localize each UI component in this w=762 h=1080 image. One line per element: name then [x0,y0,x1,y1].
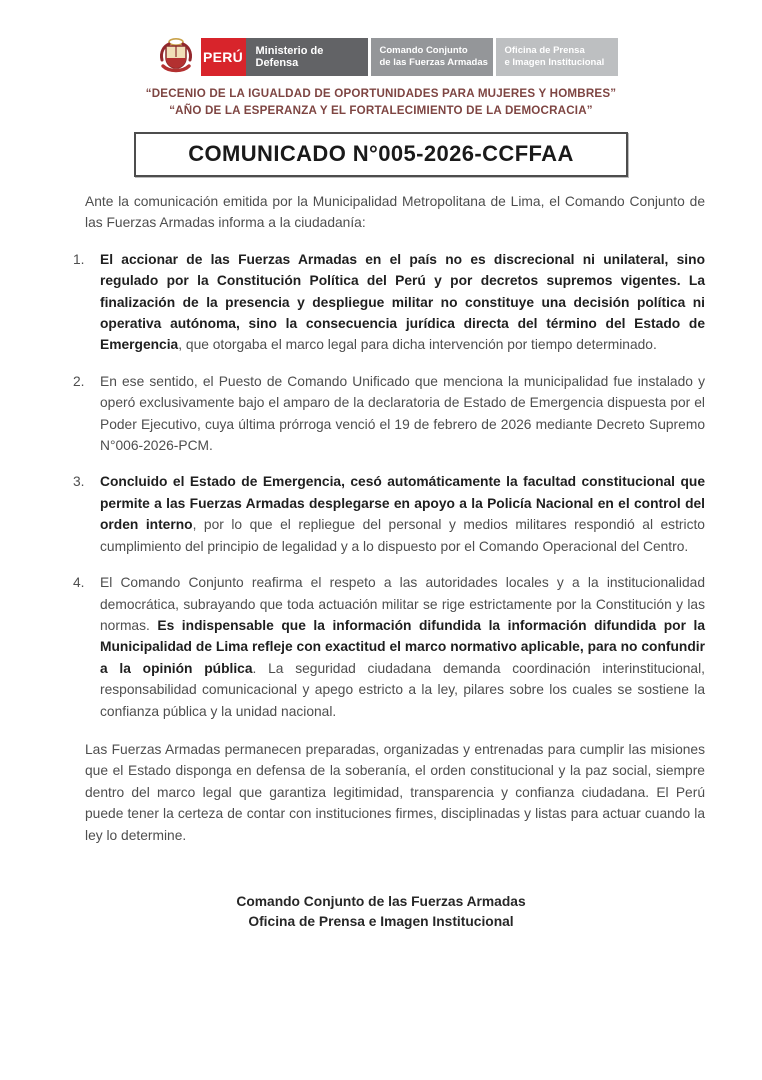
signature-block [0,892,762,932]
press-office-label-line2: e Imagen Institucional [504,57,605,68]
communique-title-box [134,132,628,177]
signature-line-2: Oficina de Prensa e Imagen Institucional [248,913,514,929]
item-text: En ese sentido, el Puesto de Comando Unificado que menciona la municipalidad fue instalado y operó exclusivamente bajo el amparo de la declaratoria de Estado de Emergencia dispuesta por el Poder Ejecutivo, cuya última prórroga venció el 19 de febrero de 2026 mediante Decreto Supremo N°006-2026-PCM. [100,373,705,454]
joint-command-box [371,38,493,76]
item-number: 3. [73,474,85,490]
press-office-label-line1: Oficina de Prensa [504,45,585,56]
motto-line-2: “AÑO DE LA ESPERANZA Y EL FORTALECIMIENTO DE LA DEMOCRACIA” [169,104,593,117]
institution-banner [201,38,618,76]
list-item [73,471,705,557]
item-text: El Comando Conjunto reafirma el respeto a las autoridades locales y a la institucionalidad democrática, subrayando que toda actuación militar se rige estrictamente por la Constitución y las normas. Es indispensable que la información difundida la información difundida por la Municipalidad de Lima refleje con exactitud el marco normativo aplicable, para no confundir a la opinión pública. La seguridad ciudadana demanda coordinación interinstitucional, responsabilidad comunicacional y apego estricto a la ley, pilares sobre los cuales se sostiene la confianza pública y la unidad nacional. [100,575,706,719]
signature-line-1: Comando Conjunto de las Fuerzas Armadas [236,893,526,909]
ministry-label: Ministerio de Defensa [255,45,324,69]
item-number: 1. [73,251,85,267]
peru-coat-of-arms-icon [157,36,195,78]
list-item [73,249,705,356]
closing-paragraph: Las Fuerzas Armadas permanecen preparadas, organizadas y entrenadas para cumplir las misiones que el Estado disponga en defensa de la soberanía, el orden constitucional y la paz social, siempre dentro del marco legal que garantiza legitimidad, transparencia y confianza ciudadana. El Perú puede tener la certeza de contar con instituciones firmes, disciplinadas y listas para actuar cuando la ley lo determine. [85,741,705,843]
item-text: El accionar de las Fuerzas Armadas en el país no es discrecional ni unilateral, sino regulado por la Constitución Política del Perú y por decretos supremos vigentes. La finalización de la presencia y despliegue militar no constituye una decisión política ni operativa autónoma, sino la consecuencia jurídica directa del término del Estado de Emergencia, que otorgaba el marco legal para dicha intervención por tiempo determinado. [100,251,705,353]
press-office-box [496,38,618,76]
list-item [73,572,706,722]
item-text: Concluido el Estado de Emergencia, cesó automáticamente la facultad constitucional que permite a las Fuerzas Armadas desplegarse en apoyo a la Policía Nacional en el control del orden interno, por lo que el repliegue del personal y medios militares respondió al estricto cumplimiento del principio de legalidad y a lo dispuesto por el Comando Operacional del Centro. [100,474,705,554]
numbered-list [73,249,706,722]
peru-label: PERÚ [202,49,244,65]
joint-command-label-line2: de las Fuerzas Armadas [379,57,488,68]
ministry-box [246,38,368,76]
intro-paragraph: Ante la comunicación emitida por la Municipalidad Metropolitana de Lima, el Comando Conjunto de las Fuerzas Armadas informa a la ciudadanía: [85,194,705,231]
item-number: 4. [73,575,85,591]
document-body [0,191,762,846]
item-number: 2. [73,373,85,389]
communique-title: COMUNICADO N°005-2026-CCFFAA [188,141,574,166]
official-mottos [0,85,762,119]
list-item [73,371,705,457]
joint-command-label-line1: Comando Conjunto [379,45,468,56]
header-banner [6,36,762,78]
peru-brand-box [201,38,246,76]
motto-line-1: “DECENIO DE LA IGUALDAD DE OPORTUNIDADES PARA MUJERES Y HOMBRES” [145,87,617,100]
